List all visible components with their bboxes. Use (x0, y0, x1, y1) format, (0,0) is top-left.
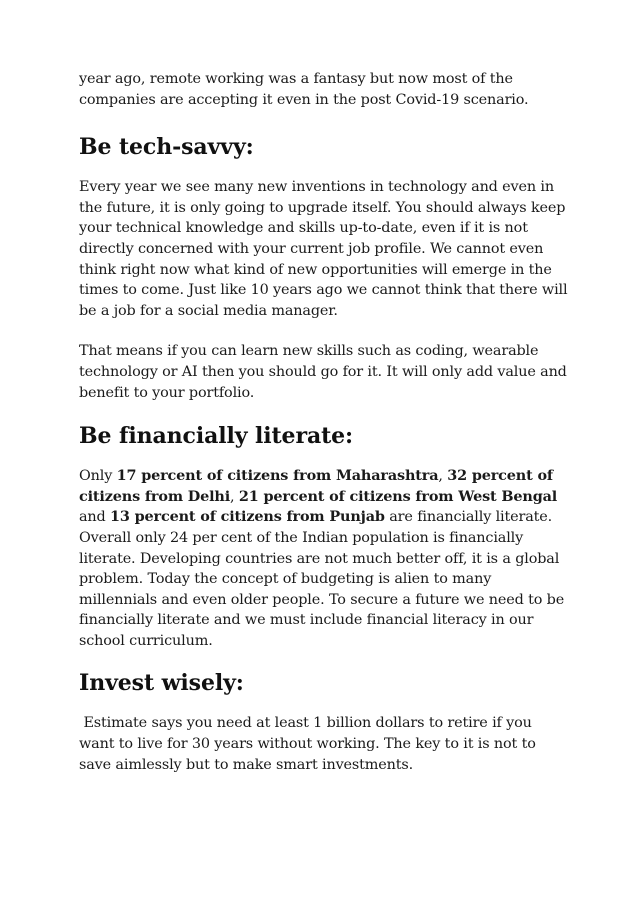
finance-stat-maharashtra: 17 percent of citizens from Maharashtra (116, 467, 439, 485)
finance-text-1: , (438, 468, 448, 485)
finance-stat-delhi: 32 percent of citizens from Delhi (79, 467, 553, 505)
heading-financially-literate: Be financially literate: (79, 423, 354, 450)
finance-text-2: , (230, 488, 239, 505)
finance-text-4: are financially literate. Overall only 24 per cent of the Indian population is financially literate. Developing countries are not much better off, it is a global problem. Today the concept of budgeting is alien to many millennials and even older people. To secure a future we need to be financially literate and we must include financial literacy in our school curriculum. (79, 509, 565, 649)
tech-paragraph-2: That means if you can learn new skills such as coding, wearable technology or AI then you should go for it. It will only add value and benefit to your portfolio. (79, 343, 567, 401)
finance-text-0: Only (79, 468, 117, 485)
invest-paragraph: Estimate says you need at least 1 billion dollars to retire if you want to live for 30 years without working. The key to it is not to save aimlessly but to make smart investments. (79, 715, 541, 773)
intro-paragraph: year ago, remote working was a fantasy but now most of the companies are accepting it even in the post Covid-19 scenario. (79, 71, 529, 108)
finance-text-3: and (79, 509, 111, 526)
document-page (79, 69, 569, 775)
finance-paragraph (79, 466, 569, 651)
heading-invest-wisely: Invest wisely: (79, 670, 244, 697)
finance-stat-west-bengal: 21 percent of citizens from West Bengal (238, 487, 558, 505)
heading-tech-savvy: Be tech-savvy: (79, 134, 254, 161)
finance-stat-punjab: 13 percent of citizens from Punjab (110, 508, 385, 526)
tech-paragraph-1: Every year we see many new inventions in technology and even in the future, it is only going to upgrade itself. You should always keep your technical knowledge and skills up-to-date, even if it is not directly concerned with your current job profile. We cannot even think right now what kind of new opportunities will emerge in the times to come. Just like 10 years ago we cannot think that there will be a job for a social media manager. (79, 179, 568, 319)
